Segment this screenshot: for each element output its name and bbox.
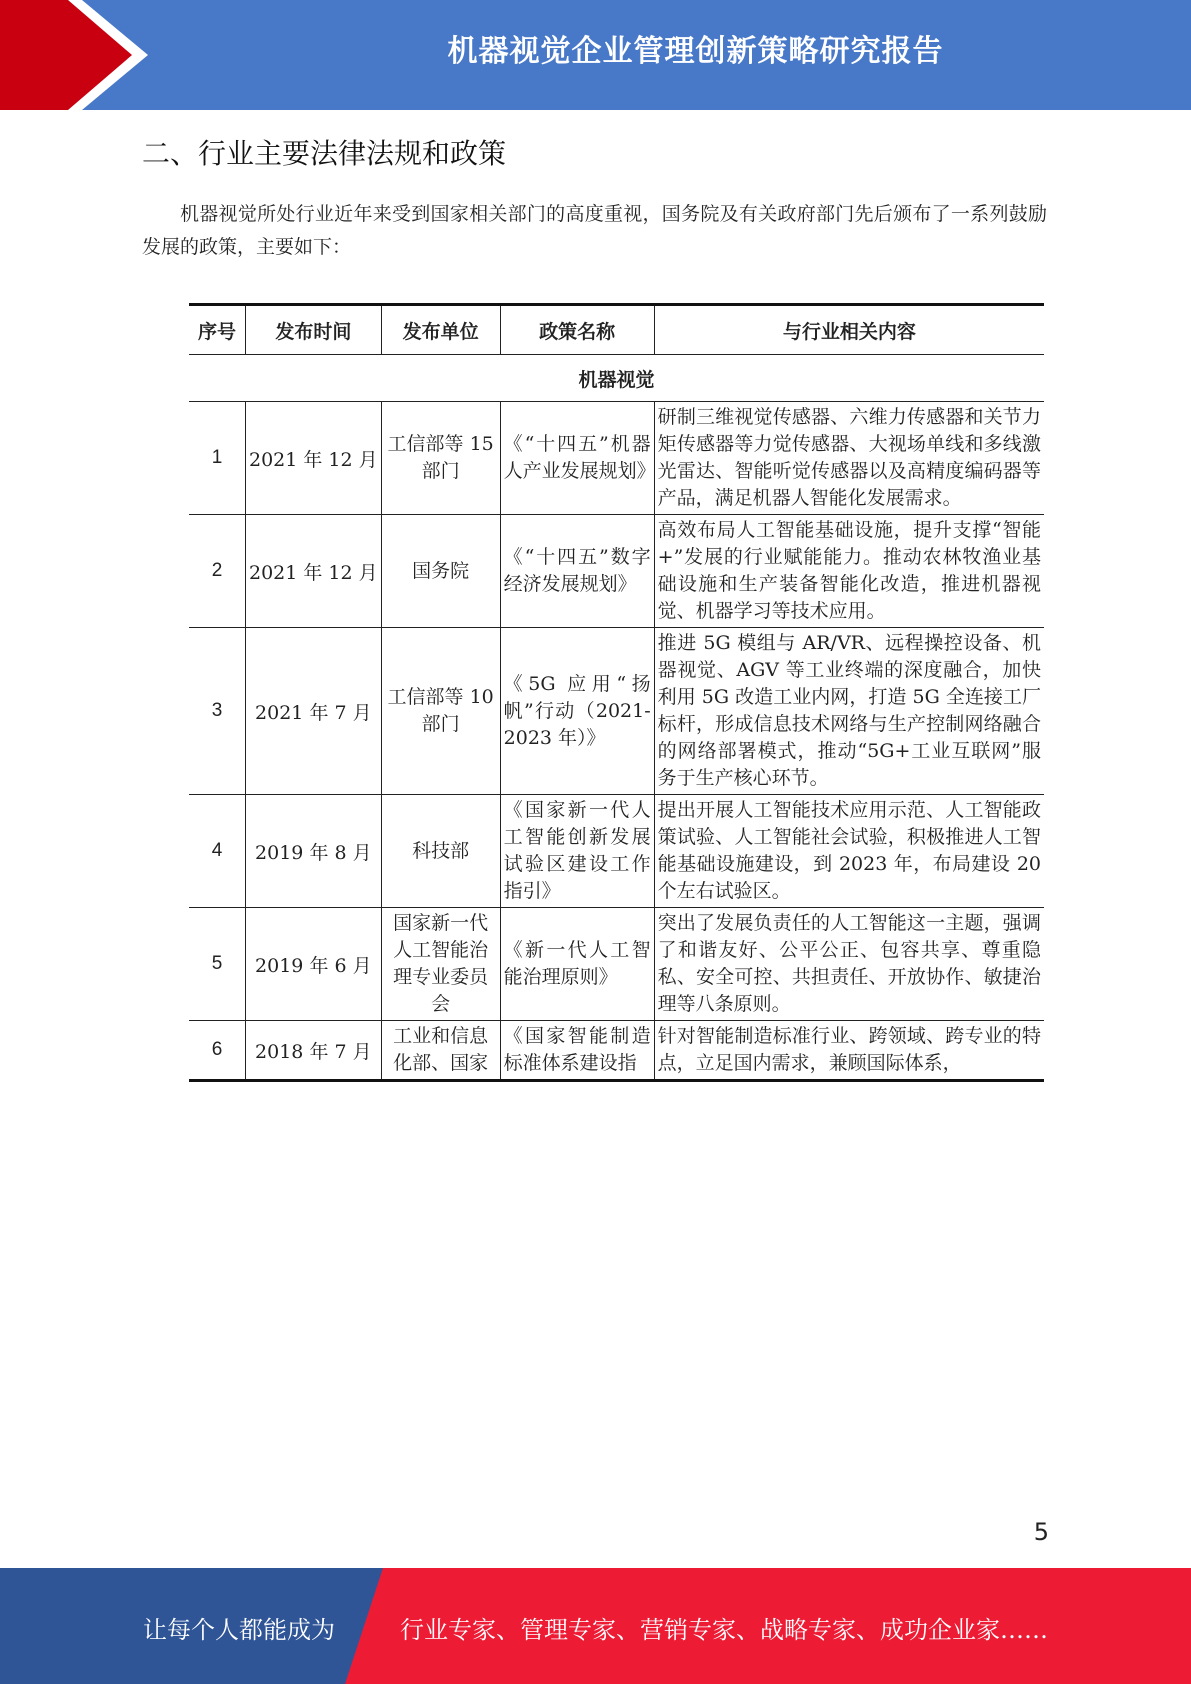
header-content: 与行业相关内容 xyxy=(654,305,1044,355)
cell-date: 2021 年 7 月 xyxy=(246,628,382,795)
chevron-arrow-icon xyxy=(0,0,160,110)
cell-unit: 科技部 xyxy=(381,795,500,908)
page-header xyxy=(0,0,1191,110)
header-name: 政策名称 xyxy=(500,305,654,355)
cell-date: 2021 年 12 月 xyxy=(246,515,382,628)
policy-table xyxy=(189,303,1044,1082)
cell-content: 针对智能制造标准行业、跨领域、跨专业的特点，立足国内需求，兼顾国际体系， xyxy=(654,1021,1044,1081)
intro-paragraph: 机器视觉所处行业近年来受到国家相关部门的高度重视，国务院及有关政府部门先后颁布了一系列鼓励发展的政策，主要如下： xyxy=(142,203,1047,258)
table-row xyxy=(189,402,1044,515)
table-row xyxy=(189,628,1044,795)
cell-seq: 2 xyxy=(189,515,246,628)
cell-seq: 4 xyxy=(189,795,246,908)
cell-name: 《“十四五”机器人产业发展规划》 xyxy=(500,402,654,515)
category-row xyxy=(189,355,1044,402)
cell-unit: 工信部等 15 部门 xyxy=(381,402,500,515)
cell-unit: 工业和信息化部、国家 xyxy=(381,1021,500,1081)
cell-date: 2021 年 12 月 xyxy=(246,402,382,515)
cell-seq: 5 xyxy=(189,908,246,1021)
cell-date: 2018 年 7 月 xyxy=(246,1021,382,1081)
page-footer xyxy=(0,1568,1191,1684)
cell-content: 高效布局人工智能基础设施，提升支撑“智能+”发展的行业赋能能力。推动农林牧渔业基础设施和生产装备智能化改造，推进机器视觉、机器学习等技术应用。 xyxy=(654,515,1044,628)
report-title: 机器视觉企业管理创新策略研究报告 xyxy=(447,34,944,69)
cell-name: 《国家智能制造标准体系建设指 xyxy=(500,1021,654,1081)
table-row xyxy=(189,908,1044,1021)
table-header-row xyxy=(189,305,1044,355)
cell-content: 研制三维视觉传感器、六维力传感器和关节力矩传感器等力觉传感器、大视场单线和多线激光雷达、智能听觉传感器以及高精度编码器等产品，满足机器人智能化发展需求。 xyxy=(654,402,1044,515)
cell-unit: 工信部等 10 部门 xyxy=(381,628,500,795)
cell-seq: 3 xyxy=(189,628,246,795)
cell-name: 《5G 应用“扬帆”行动（2021-2023 年）》 xyxy=(500,628,654,795)
category-label: 机器视觉 xyxy=(189,355,1044,402)
cell-date: 2019 年 8 月 xyxy=(246,795,382,908)
table-row xyxy=(189,1021,1044,1081)
page-number: 5 xyxy=(1033,1518,1049,1546)
cell-name: 《“十四五”数字经济发展规划》 xyxy=(500,515,654,628)
cell-unit: 国务院 xyxy=(381,515,500,628)
header-date: 发布时间 xyxy=(246,305,382,355)
cell-content: 推进 5G 模组与 AR/VR、远程操控设备、机器视觉、AGV 等工业终端的深度融合，加快利用 5G 改造工业内网，打造 5G 全连接工厂标杆，形成信息技术网络与生产控制网络融合的网络部署模式，推动“5G+工业互联网”服务于生产核心环节。 xyxy=(654,628,1044,795)
cell-unit: 国家新一代人工智能治理专业委员会 xyxy=(381,908,500,1021)
cell-content: 提出开展人工智能技术应用示范、人工智能政策试验、人工智能社会试验，积极推进人工智能基础设施建设，到 2023 年，布局建设 20 个左右试验区。 xyxy=(654,795,1044,908)
section-heading: 二、行业主要法律法规和政策 xyxy=(142,137,507,170)
header-unit: 发布单位 xyxy=(381,305,500,355)
cell-name: 《新一代人工智能治理原则》 xyxy=(500,908,654,1021)
table-row xyxy=(189,515,1044,628)
table-row xyxy=(189,795,1044,908)
cell-content: 突出了发展负责任的人工智能这一主题，强调了和谐友好、公平公正、包容共享、尊重隐私、安全可控、共担责任、开放协作、敏捷治理等八条原则。 xyxy=(654,908,1044,1021)
cell-seq: 1 xyxy=(189,402,246,515)
cell-date: 2019 年 6 月 xyxy=(246,908,382,1021)
footer-slogan-left: 让每个人都能成为 xyxy=(143,1616,335,1644)
cell-seq: 6 xyxy=(189,1021,246,1081)
header-seq: 序号 xyxy=(189,305,246,355)
cell-name: 《国家新一代人工智能创新发展试验区建设工作指引》 xyxy=(500,795,654,908)
footer-slogan-right: 行业专家、管理专家、营销专家、战略专家、成功企业家…… xyxy=(400,1616,1048,1644)
